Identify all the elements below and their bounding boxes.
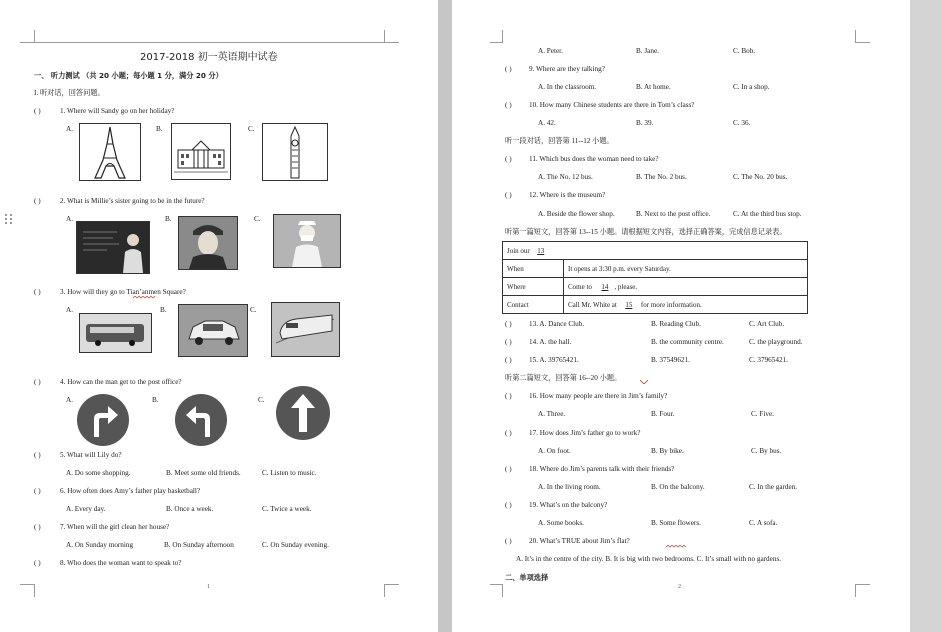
- question-7: 7. When will the girl clean her house?: [60, 523, 170, 531]
- blank-15[interactable]: 15: [625, 300, 633, 309]
- question-11: 11. Which bus does the woman need to take?: [529, 155, 659, 163]
- option-label: C.: [248, 125, 255, 133]
- option-a: A. Some books.: [538, 519, 584, 527]
- answer-paren[interactable]: ( ): [505, 356, 512, 364]
- crop-mark: [384, 30, 399, 43]
- turn-left-sign-icon: [174, 393, 228, 447]
- option-label: A.: [66, 306, 73, 314]
- question-14: 14. A. the hall.: [529, 338, 572, 346]
- option-c: C. 36.: [733, 119, 751, 127]
- question-17: 17. How does Jim’s father go to work?: [529, 429, 641, 437]
- white-house-image: [171, 123, 231, 180]
- table-row: [503, 296, 808, 314]
- crop-mark: [20, 30, 35, 43]
- option-b: B. 37549621.: [651, 356, 690, 364]
- answer-paren[interactable]: ( ): [505, 338, 512, 346]
- option-b: B. Four.: [651, 410, 675, 418]
- option-label: B.: [152, 396, 159, 404]
- option-b: B. Some flowers.: [651, 519, 701, 527]
- option-c: C. the playground.: [749, 338, 803, 346]
- section-heading: 一、 听力测试 （共 20 小题；每小题 1 分，满分 20 分）: [34, 71, 223, 80]
- answer-paren[interactable]: ( ): [505, 155, 512, 163]
- option-b: B. By bike.: [651, 447, 684, 455]
- table-row: [503, 278, 808, 296]
- spellcheck-underline: [666, 545, 686, 548]
- option-a: A. 42.: [538, 119, 556, 127]
- table-cell: Contact: [503, 296, 564, 314]
- table-cell: When: [503, 260, 564, 278]
- question-18: 18. Where do Jim’s parents talk with their friends?: [529, 465, 675, 473]
- answer-paren[interactable]: ( ): [34, 559, 41, 567]
- option-c: C. The No. 20 bus.: [733, 173, 788, 181]
- option-b: B. On the balcony.: [651, 483, 705, 491]
- straight-ahead-sign-icon: [274, 385, 332, 441]
- option-c: C. At the third bus stop.: [733, 210, 802, 218]
- table-text: Come to: [568, 282, 592, 291]
- answer-paren[interactable]: ( ): [505, 501, 512, 509]
- option-label: A.: [66, 396, 73, 404]
- option-a: A. In the living room.: [538, 483, 601, 491]
- table-cell: [503, 242, 808, 260]
- option-label: C.: [258, 396, 265, 404]
- teacher-image: [76, 221, 150, 274]
- info-record-table: [502, 241, 808, 314]
- option-label: C.: [254, 215, 261, 223]
- option-a: A. Peter.: [538, 47, 563, 55]
- question-9: 9. Where are they talking?: [529, 65, 605, 73]
- option-a: A. On Sunday morning: [66, 541, 134, 549]
- question-13: 13. A. Dance Club.: [529, 320, 585, 328]
- bus-image: [79, 313, 152, 353]
- option-b: B. 39.: [636, 119, 654, 127]
- spellcheck-mark: [640, 380, 648, 384]
- option-c: C. In the garden.: [749, 483, 798, 491]
- answer-paren[interactable]: ( ): [34, 487, 41, 495]
- page-1: [0, 0, 438, 632]
- table-cell: [564, 296, 808, 314]
- question-5: 5. What will Lily do?: [60, 451, 122, 459]
- answer-paren[interactable]: ( ): [505, 320, 512, 328]
- option-c: C. A sofa.: [749, 519, 778, 527]
- option-a: A. In the classroom.: [538, 83, 597, 91]
- option-a: A. Every day.: [66, 505, 106, 513]
- option-b: B. On Sunday afternoon: [164, 541, 234, 549]
- spellcheck-underline: [133, 296, 155, 299]
- part-instruction: 听一段对话，回答第 11--12 小题。: [505, 137, 614, 145]
- question-20: 20. What’s TRUE about Jim’s flat?: [529, 537, 630, 545]
- table-cell: It opens at 3:30 p.m. every Saturday.: [564, 260, 808, 278]
- question-4: 4. How can the man get to the post office?: [60, 378, 182, 386]
- answer-paren[interactable]: ( ): [34, 523, 41, 531]
- crop-mark: [855, 30, 870, 43]
- table-text: , please.: [614, 282, 638, 291]
- crop-mark: [384, 584, 399, 597]
- answer-paren[interactable]: ( ): [505, 101, 512, 109]
- answer-paren[interactable]: ( ): [34, 378, 41, 386]
- drag-handle-icon[interactable]: [4, 213, 13, 225]
- option-b: B. Next to the post office.: [636, 210, 711, 218]
- option-b: B. At home.: [636, 83, 671, 91]
- crop-mark: [20, 584, 35, 597]
- blank-13[interactable]: 13: [537, 246, 545, 255]
- option-c: C. On Sunday evening.: [262, 541, 329, 549]
- table-row: [503, 260, 808, 278]
- table-text: Call Mr. White at: [568, 300, 617, 309]
- answer-paren[interactable]: ( ): [505, 465, 512, 473]
- page-title: 2017-2018 初一英语期中试卷: [140, 52, 278, 63]
- header-line: [34, 42, 384, 43]
- option-a: A. Three.: [538, 410, 566, 418]
- table-cell: Where: [503, 278, 564, 296]
- section-heading: 二、单项选择: [505, 573, 549, 582]
- blank-14[interactable]: 14: [601, 282, 609, 291]
- question-6: 6. How often does Amy’s father play basketball?: [60, 487, 201, 495]
- table-cell: [564, 278, 808, 296]
- option-b: B. Once a week.: [166, 505, 214, 513]
- question-1: 1. Where will Sandy go on her holiday?: [60, 107, 175, 115]
- question-19: 19. What’s on the balcony?: [529, 501, 608, 509]
- option-label: A.: [66, 125, 73, 133]
- answer-paren[interactable]: ( ): [34, 451, 41, 459]
- crop-mark: [490, 30, 503, 43]
- crop-mark: [855, 584, 870, 597]
- option-c: C. 37965421.: [749, 356, 788, 364]
- option-c: C. Bob.: [733, 47, 756, 55]
- train-image: [271, 302, 340, 357]
- option-a: A. On foot.: [538, 447, 571, 455]
- eiffel-tower-image: [79, 123, 141, 181]
- answer-paren[interactable]: ( ): [34, 107, 41, 115]
- part-instruction: 听第一篇短文，回答第 13--15 小题。请根据短文内容，选择正确答案，完成信息记录表。: [505, 228, 787, 236]
- viewport-margin: [910, 0, 942, 632]
- option-c: C. By bus.: [751, 447, 782, 455]
- pilot-image: [178, 216, 238, 270]
- option-label: B.: [165, 215, 172, 223]
- option-line: A. It’s in the centre of the city. B. It is big with two bedrooms. C. It’s small with no gardens.: [516, 555, 782, 563]
- question-15: 15. A. 39765421.: [529, 356, 579, 364]
- option-b: B. the community centre.: [651, 338, 724, 346]
- option-label: B.: [160, 306, 167, 314]
- option-b: B. Jane.: [636, 47, 659, 55]
- answer-paren[interactable]: ( ): [34, 288, 41, 296]
- answer-paren[interactable]: ( ): [505, 65, 512, 73]
- question-10: 10. How many Chinese students are there in Tom’s class?: [529, 101, 695, 109]
- page-number: 2: [678, 584, 681, 590]
- answer-paren[interactable]: ( ): [505, 537, 512, 545]
- question-16: 16. How many people are there in Jim’s family?: [529, 392, 668, 400]
- option-a: A. The No. 12 bus.: [538, 173, 593, 181]
- table-text: Join our: [507, 246, 530, 255]
- car-image: [178, 304, 248, 357]
- question-8: 8. Who does the woman want to speak to?: [60, 559, 182, 567]
- answer-paren[interactable]: ( ): [34, 197, 41, 205]
- option-a: A. Beside the flower shop.: [538, 210, 615, 218]
- answer-paren[interactable]: ( ): [505, 191, 512, 199]
- option-label: B.: [156, 125, 163, 133]
- answer-paren[interactable]: ( ): [505, 392, 512, 400]
- turn-right-sign-icon: [76, 393, 130, 447]
- option-label: C.: [250, 306, 257, 314]
- crop-mark: [490, 584, 503, 597]
- question-12: 12. Where is the museum?: [529, 191, 606, 199]
- part-instruction: 听第二篇短文，回答第 16--20 小题。: [505, 374, 622, 382]
- option-label: A.: [66, 215, 73, 223]
- option-c: C. Art Club.: [749, 320, 785, 328]
- option-b: B. Reading Club.: [651, 320, 701, 328]
- question-2: 2. What is Millie’s sister going to be in the future?: [60, 197, 205, 205]
- option-b: B. Meet some old friends.: [166, 469, 241, 477]
- option-c: C. Listen to music.: [262, 469, 317, 477]
- option-b: B. The No. 2 bus.: [636, 173, 687, 181]
- answer-paren[interactable]: ( ): [505, 429, 512, 437]
- table-row: [503, 242, 808, 260]
- option-c: C. Twice a week.: [262, 505, 312, 513]
- nurse-image: [273, 214, 341, 268]
- question-3: 3. How will they go to Tian’anmen Square?: [60, 288, 186, 296]
- page-number: 1: [207, 584, 210, 590]
- table-text: for more information.: [640, 300, 702, 309]
- big-ben-image: [262, 123, 328, 181]
- option-a: A. Do some shopping.: [66, 469, 131, 477]
- option-c: C. In a shop.: [733, 83, 770, 91]
- option-c: C. Five.: [751, 410, 774, 418]
- page-2: [452, 0, 910, 632]
- part-instruction: I. 听对话，回答问题。: [34, 89, 105, 97]
